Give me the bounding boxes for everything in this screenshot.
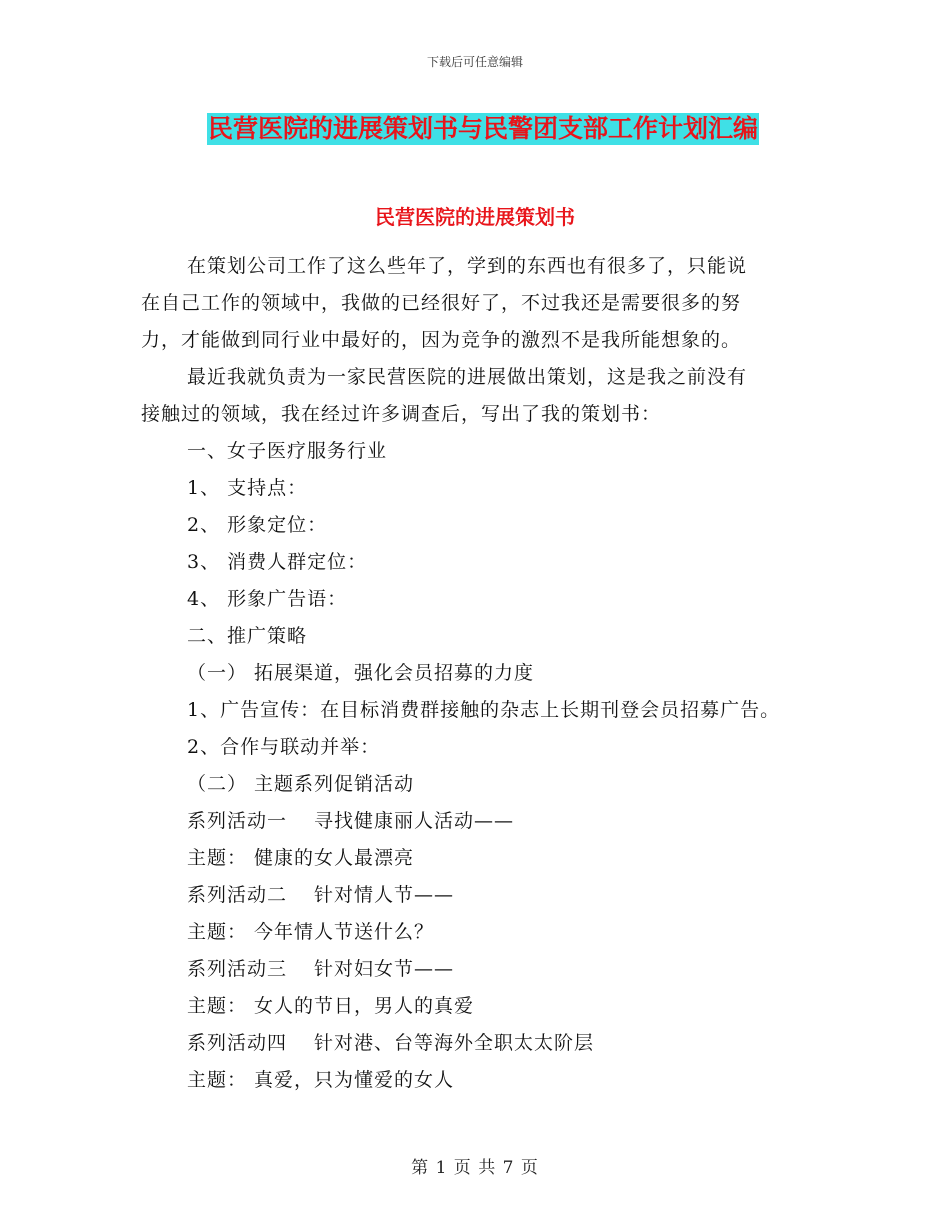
- document-title-container: [207, 113, 759, 145]
- paragraph-line: 最近我就负责为一家民营医院的进展做出策划，这是我之前没有: [187, 366, 748, 388]
- subheading-line: （二） 主题系列促销活动: [187, 773, 415, 795]
- heading-line: 二、推广策略: [187, 625, 308, 647]
- theme-line: 主题： 真爱，只为懂爱的女人: [187, 1069, 455, 1091]
- page-number-footer: 第 1 页 共 7 页: [411, 1158, 539, 1178]
- page-header-note: 下载后可任意编辑: [426, 55, 523, 69]
- activity-line: 系列活动三 针对妇女节——: [187, 958, 455, 980]
- list-item: 3、 消费人群定位：: [187, 551, 368, 573]
- theme-line: 主题： 健康的女人最漂亮: [187, 847, 415, 869]
- list-item: 2、合作与联动并举：: [187, 736, 381, 758]
- theme-line: 主题： 女人的节日，男人的真爱: [187, 995, 475, 1017]
- list-item: 2、 形象定位：: [187, 514, 328, 536]
- paragraph-line: 力，才能做到同行业中最好的，因为竞争的激烈不是我所能想象的。: [141, 329, 742, 351]
- list-item: 1、 支持点：: [187, 477, 308, 499]
- document-title: 民营医院的进展策划书与民警团支部工作计划汇编: [208, 114, 759, 143]
- list-item: 4、 形象广告语：: [187, 588, 348, 610]
- heading-line: 一、女子医疗服务行业: [187, 440, 388, 462]
- paragraph-line: 在策划公司工作了这么些年了，学到的东西也有很多了，只能说: [187, 255, 748, 277]
- section-title: 民营医院的进展策划书: [375, 205, 575, 229]
- list-item: 1、广告宣传：在目标消费群接触的杂志上长期刊登会员招募广告。: [187, 699, 781, 721]
- theme-line: 主题： 今年情人节送什么？: [187, 921, 435, 943]
- activity-line: 系列活动一 寻找健康丽人活动——: [187, 810, 515, 832]
- activity-line: 系列活动四 针对港、台等海外全职太太阶层: [187, 1032, 595, 1054]
- subheading-line: （一） 拓展渠道，强化会员招募的力度: [187, 662, 535, 684]
- activity-line: 系列活动二 针对情人节——: [187, 884, 455, 906]
- paragraph-line: 在自己工作的领域中，我做的已经很好了，不过我还是需要很多的努: [141, 292, 742, 314]
- paragraph-line: 接触过的领域，我在经过许多调查后，写出了我的策划书：: [141, 403, 662, 425]
